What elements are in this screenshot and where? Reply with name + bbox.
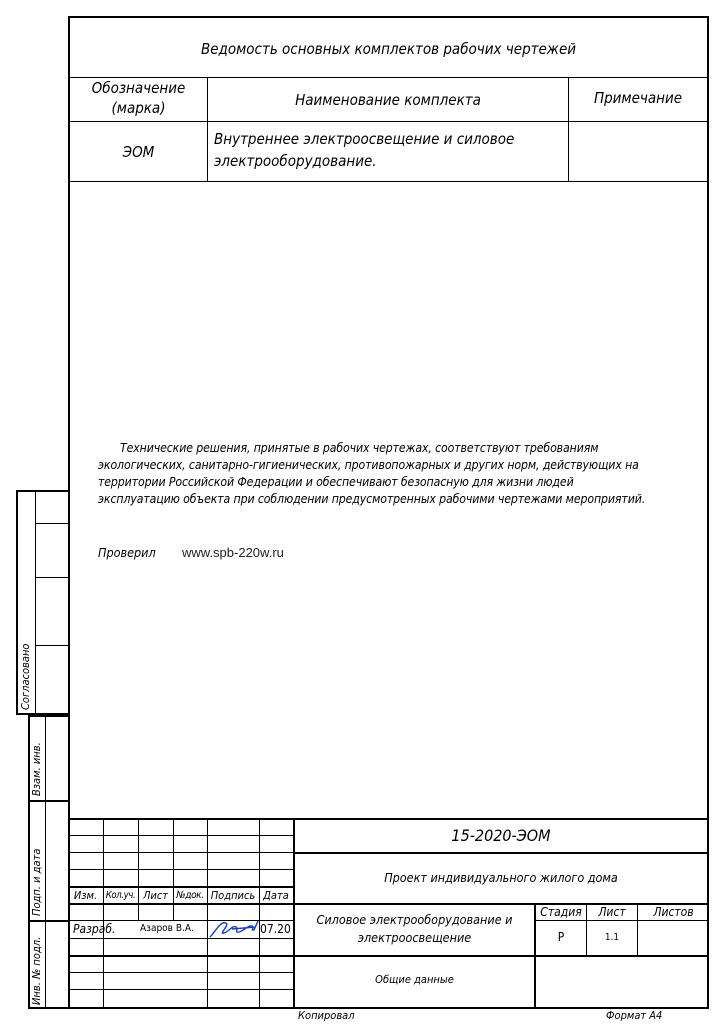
stamp-col-line-1 xyxy=(103,818,104,1009)
inv-orig-label: Инв. № подл. xyxy=(30,936,43,1005)
stamp-row-line-8 xyxy=(68,955,709,957)
inv-replace-label: Взам. инв. xyxy=(30,742,43,796)
stamp-row-line-1 xyxy=(68,835,293,836)
agreed-label: Согласовано xyxy=(19,643,32,710)
col-date: Дата xyxy=(263,889,289,902)
developer-name: Азаров В.А. xyxy=(140,923,194,934)
stage-value: Р xyxy=(557,930,565,944)
col-signature: Подпись xyxy=(210,889,256,902)
row-name-line1: Внутреннее электроосвещение и силовое xyxy=(214,130,515,148)
sheet-title: Ведомость основных комплектов рабочих чертежей xyxy=(200,40,577,58)
col-count: Кол.уч. xyxy=(105,890,136,901)
statement-line1: Технические решения, принятые в рабочих чертежах, соответствуют требованиям xyxy=(120,441,599,455)
stamp-row-line-9 xyxy=(68,972,293,973)
sheet-label: Лист xyxy=(598,905,626,919)
stage-header-line xyxy=(534,920,709,921)
sheet-number: 1.1 xyxy=(604,932,620,943)
table-bottom-line xyxy=(68,181,709,182)
col-sheet: Лист xyxy=(142,889,169,902)
col-doc: №док. xyxy=(176,890,204,901)
developer-date: 07.20 xyxy=(260,922,291,936)
compliance-statement xyxy=(98,440,698,508)
agreed-row-line-2 xyxy=(35,577,68,578)
developed-label: Разраб. xyxy=(73,922,116,936)
stamp-code-line xyxy=(293,852,709,854)
statement-line2: экологических, санитарно-гигиенических, противопожарных и других норм, действующих на xyxy=(98,458,639,472)
agreed-row-line-1 xyxy=(35,523,68,524)
side-stamp-col-line xyxy=(45,715,46,1009)
checked-label: Проверил xyxy=(98,545,156,560)
drawing-frame xyxy=(68,16,709,1009)
section-line2: электроосвещение xyxy=(357,930,472,945)
header-name: Наименование комплекта xyxy=(295,91,481,109)
table-header-line xyxy=(68,121,709,122)
table-top-line xyxy=(68,77,709,78)
stage-label: Стадия xyxy=(540,905,582,919)
sheets-label: Листов xyxy=(653,905,694,919)
row-designation: ЭОМ xyxy=(122,143,155,161)
header-designation-line1: Обозначение xyxy=(91,79,186,97)
format-label: Формат А4 xyxy=(606,1009,663,1022)
doc-title: Общие данные xyxy=(375,973,454,986)
statement-line4: эксплуатацию объекта при соблюдении предусмотренных рабочими чертежами мероприятий. xyxy=(98,492,646,506)
row-name-line2: электрооборудование. xyxy=(214,152,377,170)
agreed-row-line-3 xyxy=(35,645,68,646)
sign-date-label: Подп. и дата xyxy=(30,848,43,916)
watermark-url: www.spb-220w.ru xyxy=(182,545,284,560)
stamp-code: 15-2020-ЭОМ xyxy=(451,826,551,845)
stamp-row-line-3 xyxy=(68,869,293,870)
statement-line3: территории Российской Федерации и обеспечивают безопасную для жизни людей xyxy=(98,475,574,489)
stamp-row-line-10 xyxy=(68,989,293,990)
col-change: Изм. xyxy=(73,889,98,902)
copied-label: Копировал xyxy=(298,1009,355,1022)
stamp-row-line-4 xyxy=(68,886,293,888)
stamp-row-line-2 xyxy=(68,852,293,853)
stamp-top-line xyxy=(68,818,709,820)
header-note: Примечание xyxy=(593,89,683,107)
table-col-line-2 xyxy=(568,77,569,181)
developer-signature xyxy=(206,913,262,943)
stamp-project: Проект индивидуального жилого дома xyxy=(384,870,618,885)
table-col-line-1 xyxy=(207,77,208,181)
side-stamp-row-line-2 xyxy=(28,920,68,922)
header-designation-line2: (марка) xyxy=(111,99,166,117)
side-stamp-row-line-1 xyxy=(28,800,68,802)
section-line1: Силовое электрооборудование и xyxy=(316,912,513,927)
